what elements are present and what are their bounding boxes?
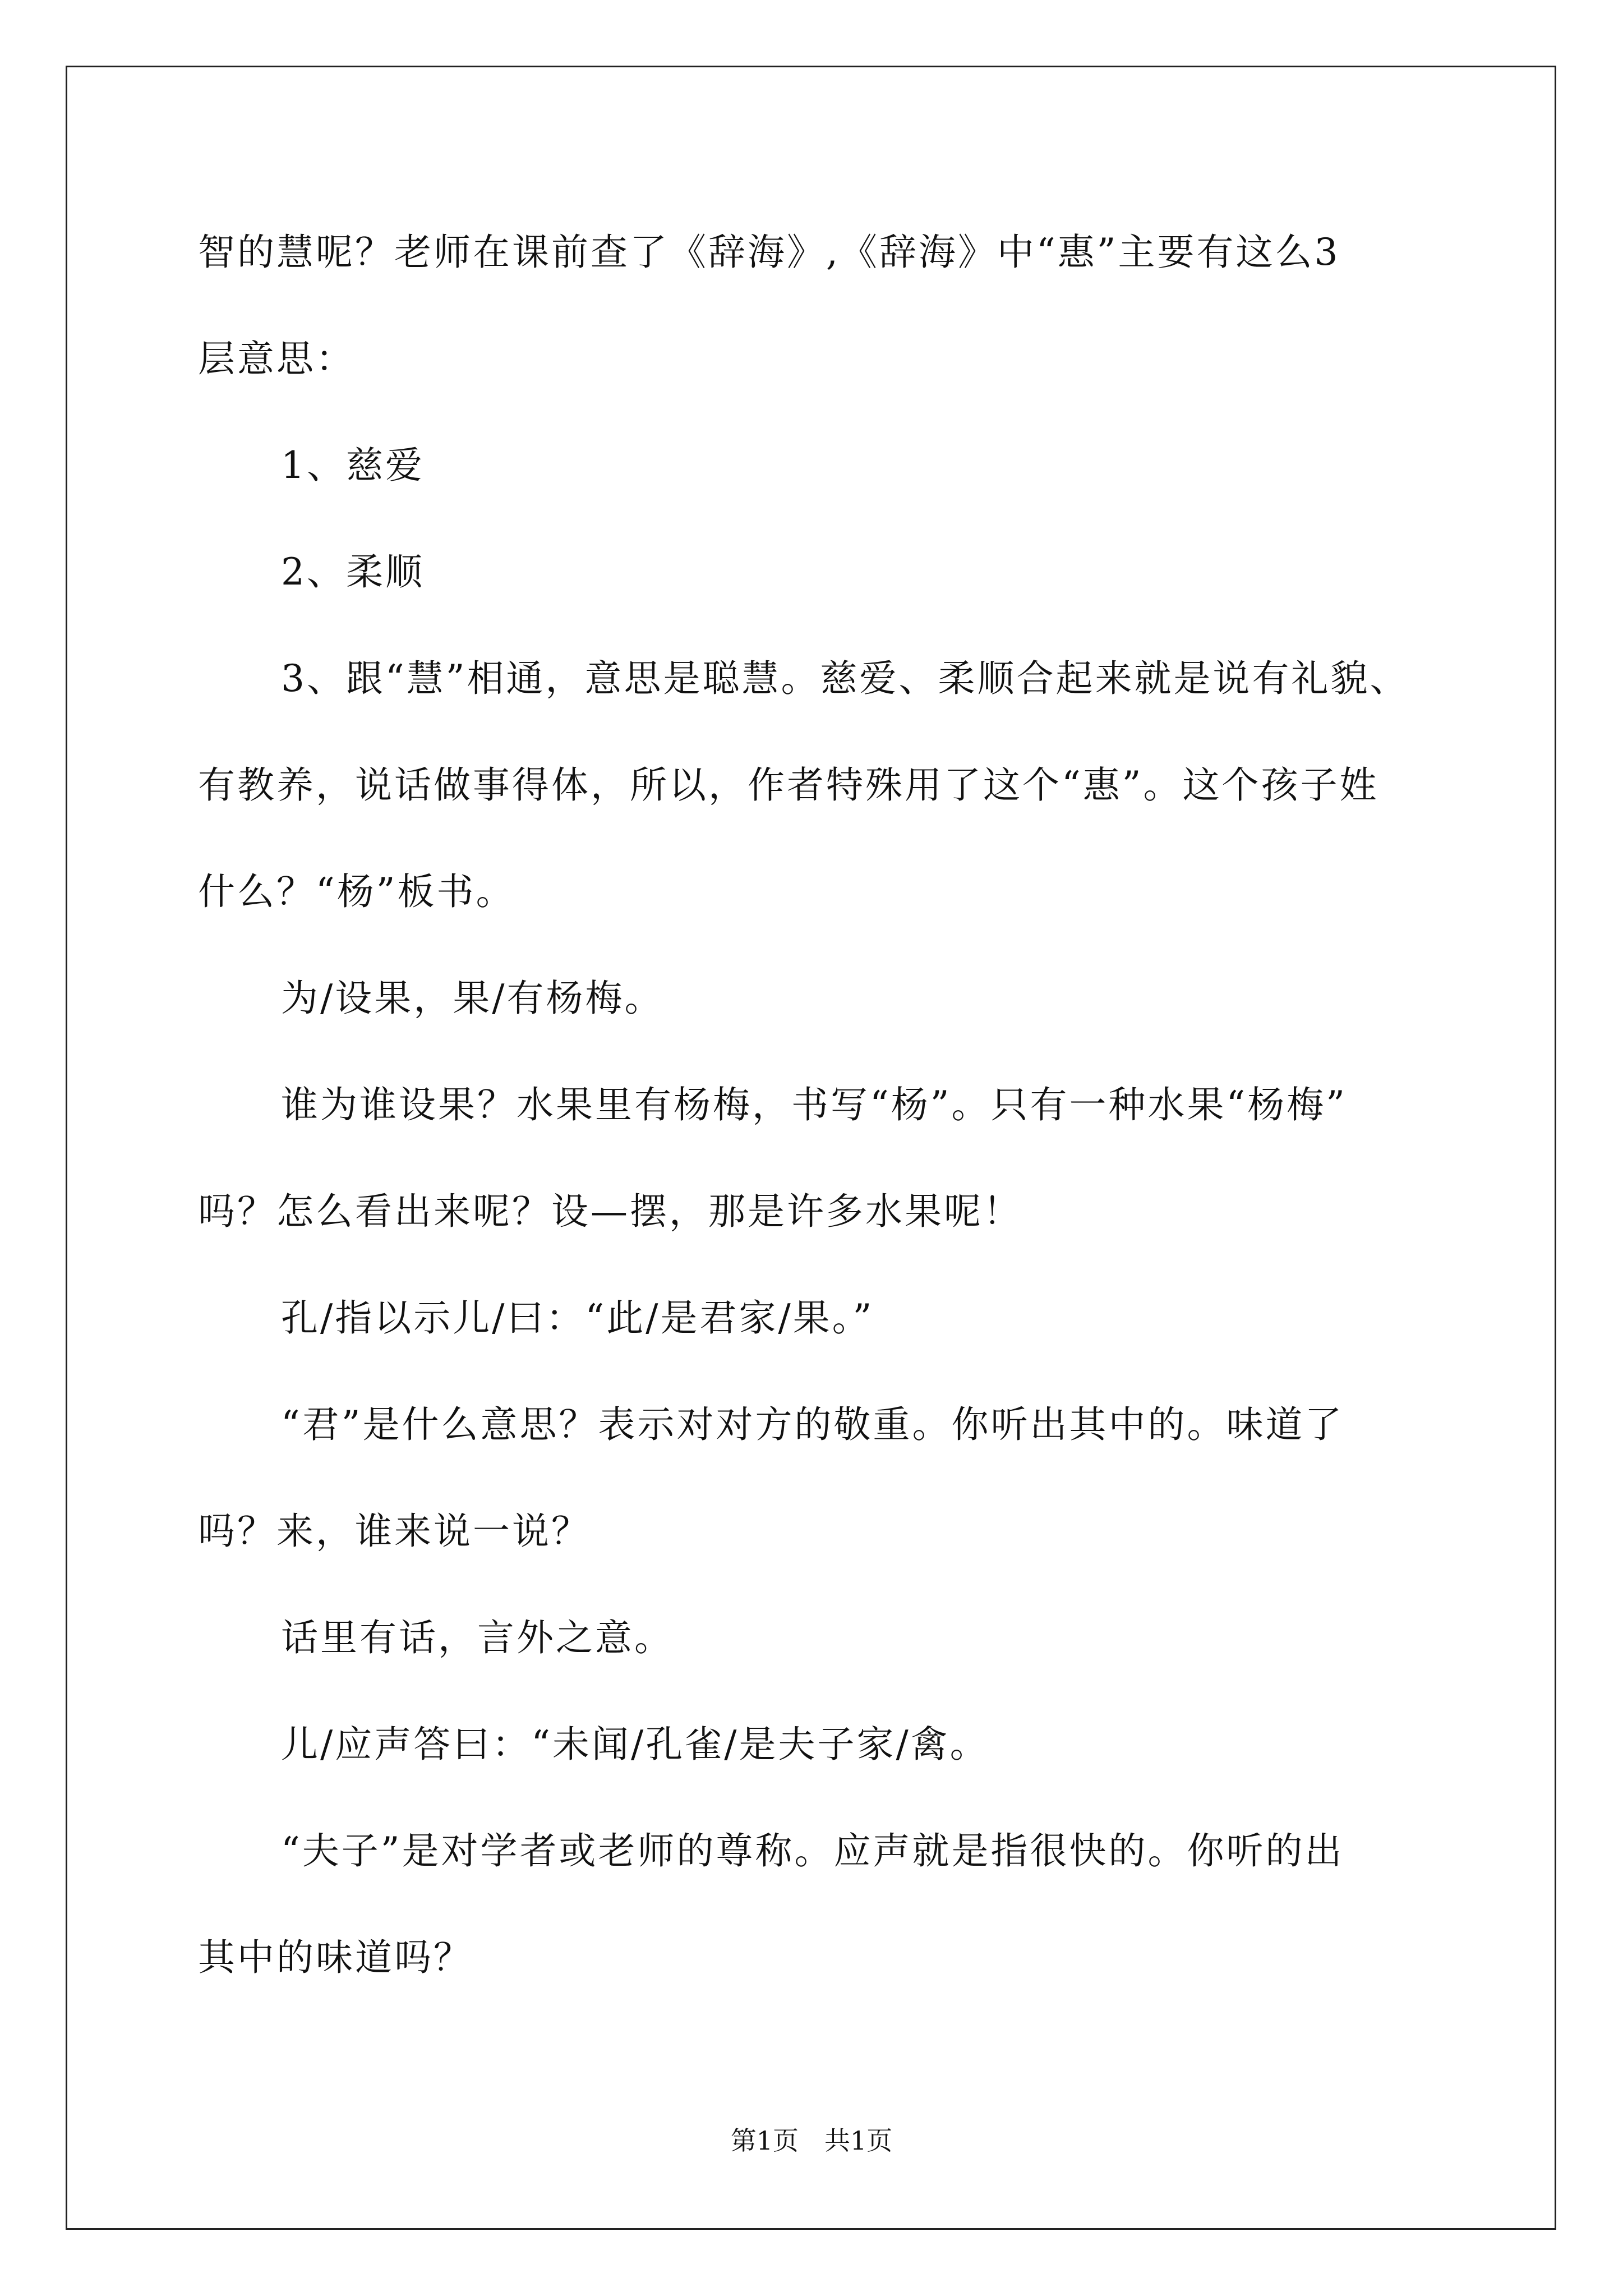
- text-line-7: 什么？“杨”板书。: [198, 870, 515, 913]
- text-line-16: “夫子”是对学者或老师的尊称。应声就是指很快的。你听的出: [281, 1829, 1344, 1872]
- list-item-2: 2、柔顺: [281, 550, 425, 593]
- text-line-8: 为/设果，果/有杨梅。: [281, 977, 664, 1020]
- list-item-1: 1、慈爱: [281, 444, 425, 487]
- text-line-9: 谁为谁设果？水果里有杨梅，书写“杨”。只有一种水果“杨梅”: [281, 1083, 1347, 1126]
- text-line-15: 儿/应声答曰：“未闻/孔雀/是夫子家/禽。: [281, 1723, 989, 1766]
- text-line-11: 孔/指以示儿/曰：“此/是君家/果。”: [281, 1296, 874, 1340]
- text-line-12: “君”是什么意思？表示对对方的敬重。你听出其中的。味道了: [281, 1403, 1344, 1446]
- text-line-10: 吗？怎么看出来呢？设—摆，那是许多水果呢！: [198, 1190, 1022, 1233]
- page-footer: 第1页 共1页: [730, 2125, 893, 2156]
- text-line-13: 吗？来，谁来说一说？: [198, 1510, 591, 1553]
- text-line-17: 其中的味道吗？: [198, 1936, 473, 1979]
- page-border: [66, 66, 1556, 2230]
- text-line-1: 智的慧呢？老师在课前查了《辞海》,《辞海》中“惠”主要有这么3: [198, 231, 1340, 274]
- text-line-14: 话里有话，言外之意。: [281, 1616, 674, 1659]
- list-item-3: 3、跟“慧”相通，意思是聪慧。慈爱、柔顺合起来就是说有礼貌、: [281, 657, 1409, 700]
- text-line-6: 有教养，说话做事得体，所以，作者特殊用了这个“惠”。这个孩子姓: [198, 763, 1379, 807]
- text-line-2: 层意思：: [198, 337, 355, 380]
